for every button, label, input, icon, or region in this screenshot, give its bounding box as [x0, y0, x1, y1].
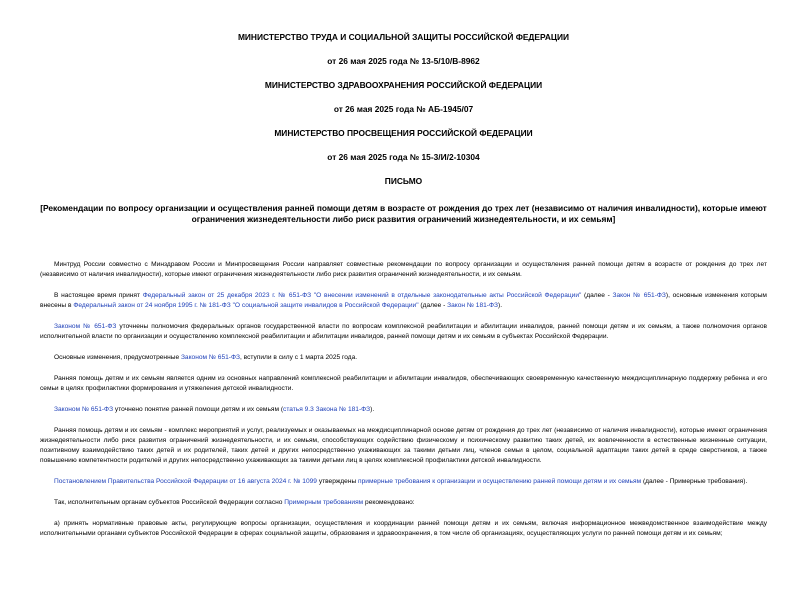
link-sample-requirements[interactable]: примерные требования к организации и осуществлению ранней помощи детям и их семьям [358, 478, 642, 485]
text-span: ). [370, 406, 375, 413]
document-subject: [Рекомендации по вопросу организации и осуществления ранней помощи детям в возрасте от рождения до трех лет (независимо от наличия инвалидности), которые имеют ограничения жизнедеятельности либо риск развития ограничений жизнедеятельности, и их семьям] [40, 203, 767, 224]
ministry-health-ref: от 26 мая 2025 года № АБ-1945/07 [333, 104, 474, 114]
link-article-9-3[interactable]: статья 9.3 Закона № 181-ФЗ [283, 406, 371, 413]
paragraph-intro: Минтруд России совместно с Минздравом России и Минпросвещения России направляет совместные рекомендации по вопросу организации и осуществления ранней помощи детям в возрасте от рождения до трех лет (независимо от наличия инвалидности), которые имеют ограничения жизнедеятельности либо риск развития ограничений жизнедеятельности, и их семьям. [40, 261, 767, 278]
ministry-education-title: МИНИСТЕРСТВО ПРОСВЕЩЕНИЯ РОССИЙСКОЙ ФЕДЕРАЦИИ [274, 128, 533, 138]
text-span: ). [498, 302, 503, 309]
link-law-181-short[interactable]: Закон № 181-ФЗ [447, 302, 499, 309]
paragraph-item-a: а) принять нормативные правовые акты, регулирующие вопросы организации, осуществления и координации ранней помощи детям и их семьям, включая информационное межведомственное взаимодействие между исполнительными органами субъектов Российской Федерации в сферах социальной защиты, образования и здравоохранения, в том числе об организациях, осуществляющих услуги по ранней помощи детям и их семьям; [40, 520, 767, 537]
paragraph-definition: Ранняя помощь детям и их семьям - комплекс мероприятий и услуг, реализуемых и оказываемых на междисциплинарной основе детям от рождения до трех лет (независимо от наличия инвалидности), которые имеют ограничения жизнедеятельности либо риск развития ограничений жизнедеятельности, и их семьям, способствующих содействию физическому и психическому развитию таких детей, их вовлеченности в естественные жизненные ситуации, позитивному взаимодействию таких детей и их родителей, таких детей и других непосредственно ухаживающих за такими детьми лиц, членов семьи в целом, социальной адаптации таких детей в среде сверстников, а также повышению компетентности родителей и других непосредственно ухаживающих за такими детьми лиц в целях комплексной профилактики детской инвалидности. [40, 427, 767, 464]
text-span: рекомендовано: [363, 499, 415, 506]
text-span: утверждены [316, 478, 359, 485]
ministry-labor-ref: от 26 мая 2025 года № 13-5/10/В-8962 [327, 56, 480, 66]
ministry-education-ref: от 26 мая 2025 года № 15-3/И/2-10304 [327, 152, 480, 162]
text-span: В настоящее время принят [54, 292, 143, 299]
text-span: ), основные изменения которым внесены в [40, 292, 767, 309]
paragraph-recommended [40, 498, 767, 508]
link-law-651-powers[interactable]: Законом № 651-ФЗ [54, 323, 117, 330]
link-law-651-changes[interactable]: Законом № 651-ФЗ [180, 354, 241, 361]
ministry-health-title: МИНИСТЕРСТВО ЗДРАВООХРАНЕНИЯ РОССИЙСКОЙ ФЕДЕРАЦИИ [264, 80, 543, 90]
text-span: Так, исполнительным органам субъектов Российской Федерации согласно [54, 499, 285, 506]
text-span: (далее - [418, 302, 448, 309]
link-law-651[interactable]: Федеральный закон от 25 декабря 2023 г. № 651-ФЗ "О внесении изменений в отдельные законодательные акты Российской Федерации" [142, 292, 582, 299]
document-body [40, 260, 767, 550]
link-sample-requirements-short[interactable]: Примерным требованиям [284, 499, 364, 506]
paragraph-powers [40, 322, 767, 342]
paragraph-effective-date [40, 353, 767, 363]
ministry-labor-title: МИНИСТЕРСТВО ТРУДА И СОЦИАЛЬНОЙ ЗАЩИТЫ РОССИЙСКОЙ ФЕДЕРАЦИИ [237, 32, 570, 42]
link-law-651-short[interactable]: Закон № 651-ФЗ [612, 292, 666, 299]
text-span: (далее - Примерные требования). [641, 478, 748, 485]
paragraph-early-help-direction: Ранняя помощь детям и их семьям является одним из основных направлений комплексной реабилитации и абилитации инвалидов, обеспечивающих своевременную качественную междисциплинарную поддержку ребенка и его семьи в целях профилактики формирования и утяжеления детской инвалидности. [40, 375, 767, 392]
paragraph-requirements [40, 477, 767, 487]
text-span: (далее - [581, 292, 613, 299]
paragraph-definition-ref [40, 405, 767, 415]
document-type: ПИСЬМО [384, 176, 423, 186]
document-page [0, 32, 807, 603]
text-span: уточнено понятие ранней помощи детям и их семьям ( [113, 406, 284, 413]
text-span: , вступили в силу с 1 марта 2025 года. [240, 354, 358, 361]
link-law-181[interactable]: Федеральный закон от 24 ноября 1995 г. № 181-ФЗ "О социальной защите инвалидов в Российской Федерации" [73, 302, 419, 309]
text-span: уточнены полномочия федеральных органов государственной власти по вопросам комплексной реабилитации и абилитации инвалидов, ранней помощи детям и их семьям, а также полномочия органов исполнительной власти по организации и осуществлению комплексной реабилитации и абилитации инвалидов, ранней помощи детям и их семьям в субъектах Российской Федерации. [40, 323, 767, 340]
paragraph-laws [40, 291, 767, 311]
link-law-651-definition[interactable]: Законом № 651-ФЗ [54, 406, 114, 413]
text-span: Основные изменения, предусмотренные [54, 354, 181, 361]
link-government-decree-1099[interactable]: Постановлением Правительства Российской Федерации от 16 августа 2024 г. № 1099 [54, 478, 317, 485]
